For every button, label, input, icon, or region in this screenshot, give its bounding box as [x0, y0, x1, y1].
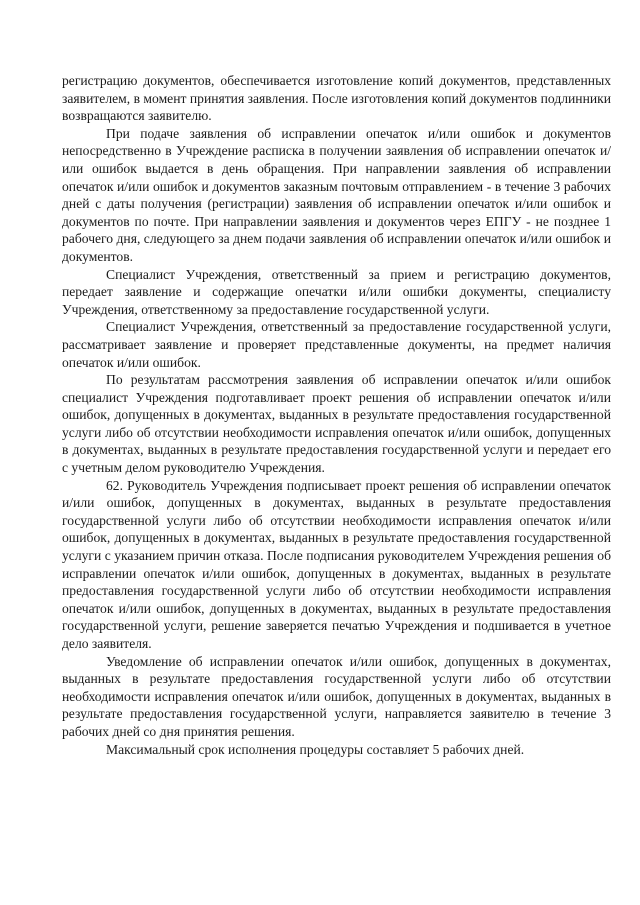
paragraph-transfer-to-specialist: Специалист Учреждения, ответственный за прием и регистрацию документов, передает заявление и содержащие опечатки и/или ошибки документы, специалисту Учреждения, ответственному за предоставление государственной услуги.: [62, 266, 611, 317]
paragraph-draft-decision: По результатам рассмотрения заявления об исправлении опечаток и/или ошибок специалист Учреждения подготавливает проект решения об исправлении опечаток и/или ошибок, допущенных в документах, выданных в результате предоставления государственной услуги либо об отсутствии необходимости исправления опечаток и/или ошибок, допущенных в документах, выданных в результате предоставления государственной услуги и передает его с учетным делом руководителю Учреждения.: [62, 372, 611, 476]
document-page: [62, 72, 611, 758]
paragraph-notification: Уведомление об исправлении опечаток и/или ошибок, допущенных в документах, выданных в результате предоставления государственной услуги либо об отсутствии необходимости исправления опечаток и/или ошибок, допущенных в документах, выданных в результате предоставления государственной услуги, направляется заявителю в течение 3 рабочих дней со дня принятия решения.: [62, 653, 611, 739]
paragraph-receipt-issuance: При подаче заявления об исправлении опечаток и/или ошибок и документов непосредственно в Учреждение расписка в получении заявления об исправлении опечаток и/или ошибок выдается в день обращения. При направлении заявления об исправлении опечаток и/или ошибок и документов заказным почтовым отправлением - в течение 3 рабочих дней с даты получения (регистрации) заявления об исправлении опечаток и/или ошибок и документов по почте. При направлении заявления и документов через ЕПГУ - не позднее 1 рабочего дня, следующего за днем подачи заявления об исправлении опечаток и/или ошибок и документов.: [62, 125, 611, 264]
paragraph-max-term: Максимальный срок исполнения процедуры составляет 5 рабочих дней.: [106, 741, 525, 757]
paragraph-continuation: регистрацию документов, обеспечивается изготовление копий документов, представленных заявителем, в момент принятия заявления. После изготовления копий документов подлинники возвращаются заявителю.: [62, 73, 611, 124]
paragraph-review: Специалист Учреждения, ответственный за предоставление государственной услуги, рассматривает заявление и проверяет представленные документы, на предмет наличия опечаток и/или ошибок.: [62, 319, 611, 370]
paragraph-item-62: 62. Руководитель Учреждения подписывает проект решения об исправлении опечаток и/или ошибок, допущенных в документах, выданных в результате предоставления государственной услуги либо об отсутствии необходимости исправления опечаток и/или ошибок, допущенных в документах, выданных в результате предоставления государственной услуги с указанием причин отказа. После подписания руководителем Учреждения решения об исправлении опечаток и/или ошибок, допущенных в документах, выданных в результате предоставления государственной услуги либо об отсутствии необходимости исправления опечаток и/или ошибок, допущенных в документах, выданных в результате предоставления государственной услуги, решение заверяется печатью Учреждения и подшивается в учетное дело заявителя.: [62, 477, 611, 651]
